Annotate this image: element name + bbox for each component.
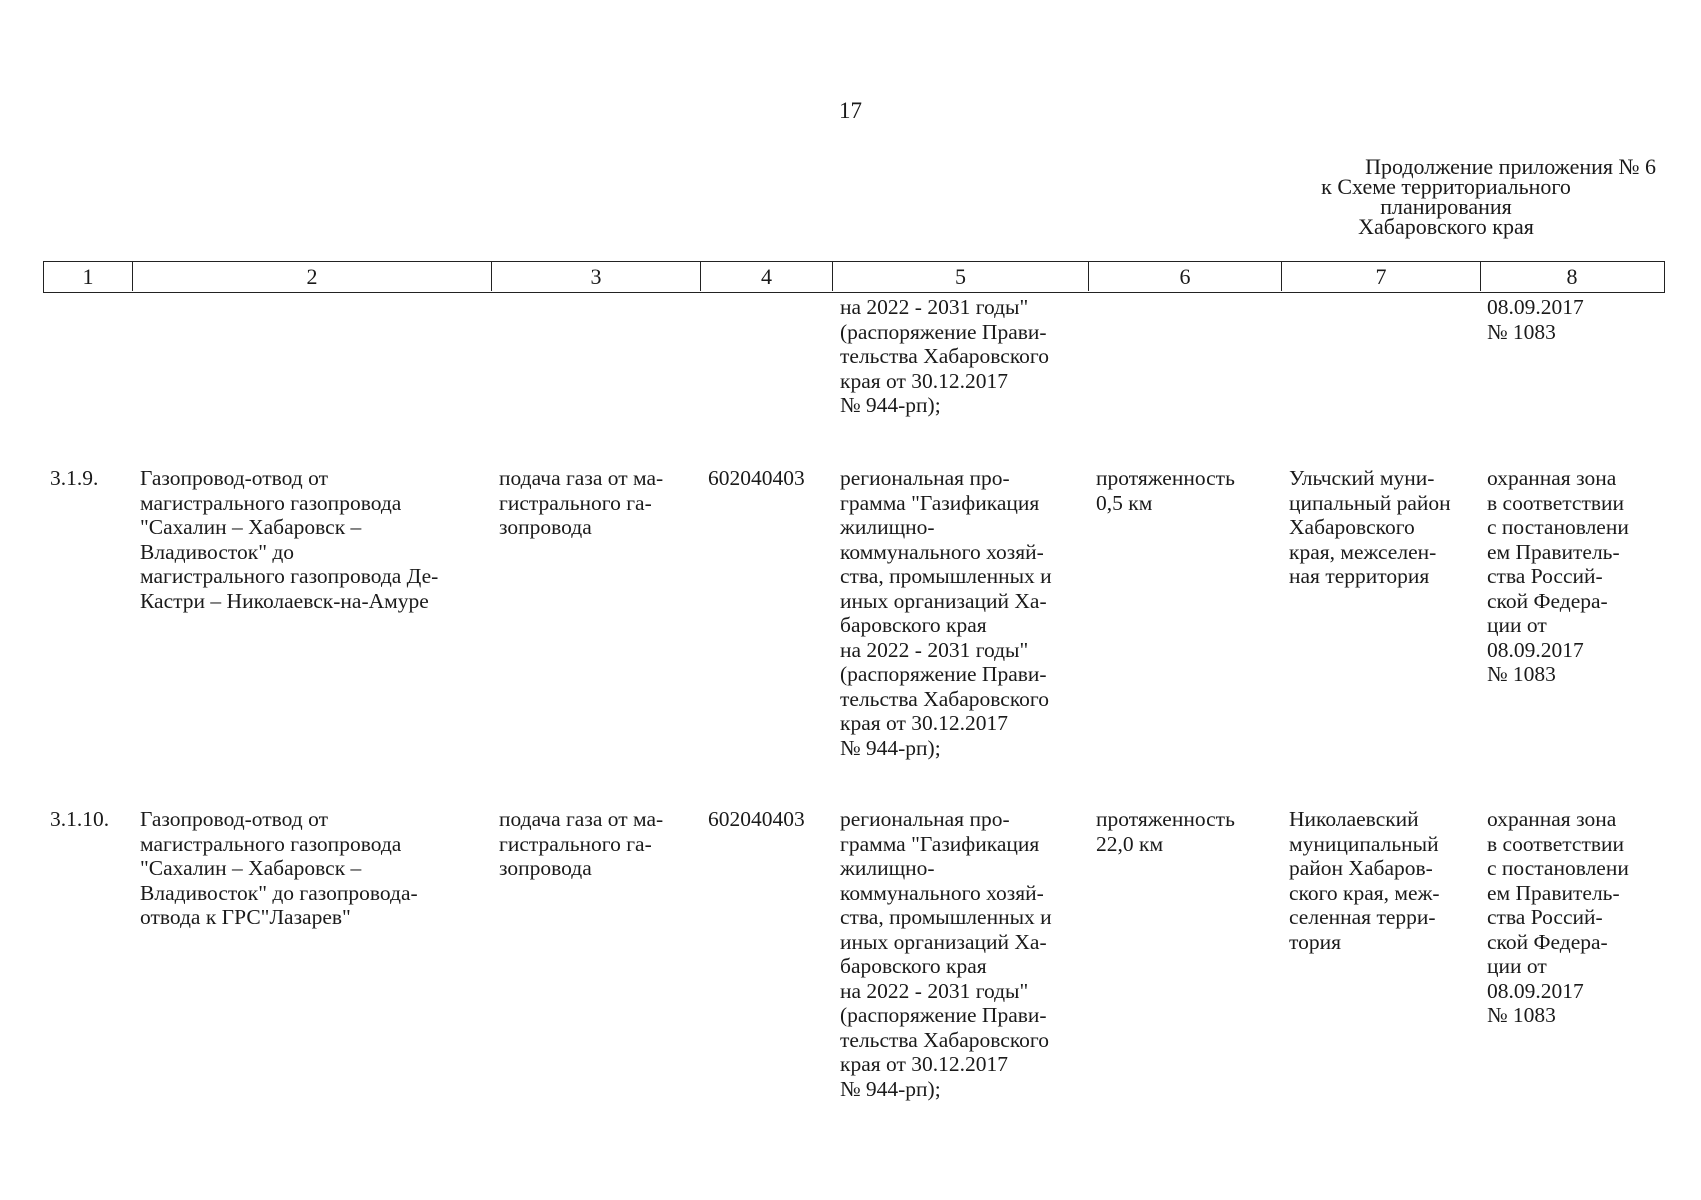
column-header-4: 4 [701, 262, 833, 291]
cell-col6: протяженность 0,5 км [1096, 466, 1235, 515]
cell-col2: Газопровод-отвод от магистрального газопровода "Сахалин – Хабаровск – Владивосток" до магистрального газопровода Де- Кастри – Николаевск-на-Амуре [140, 466, 439, 613]
cell-col5: региональная про- грамма "Газификация жилищно- коммунального хозяй- ства, промышленных и иных организаций Ха- баровского края на 2022 - 2031 годы" (распоряжение Прави- тельства Хабаровского края от 30.12.2017 № 944-рп); [840, 466, 1052, 760]
cell-col8: охранная зона в соответствии с постановлени ем Правитель- ства Россий- ской Федера- ции от 08.09.2017 № 1083 [1487, 466, 1629, 686]
cell-col8: охранная зона в соответствии с постановлени ем Правитель- ства Россий- ской Федера- ции от 08.09.2017 № 1083 [1487, 807, 1629, 1027]
column-header-1: 1 [44, 262, 133, 291]
cell-col2: Газопровод-отвод от магистрального газопровода "Сахалин – Хабаровск – Владивосток" до газопровода- отвода к ГРС"Лазарев" [140, 807, 418, 929]
appendix-line-1: Продолжение приложения № 6 [1365, 154, 1656, 179]
page-number: 17 [839, 98, 862, 123]
cell-col5: на 2022 - 2031 годы" (распоряжение Прави- тельства Хабаровского края от 30.12.2017 № 944-рп); [840, 295, 1049, 417]
cell-col5: региональная про- грамма "Газификация жилищно- коммунального хозяй- ства, промышленных и иных организаций Ха- баровского края на 2022 - 2031 годы" (распоряжение Прави- тельства Хабаровского края от 30.12.2017 № 944-рп); [840, 807, 1052, 1101]
column-header-3: 3 [492, 262, 701, 291]
cell-col7: Николаевский муниципальный район Хабаров- ского края, меж- селенная терри- тория [1289, 807, 1440, 954]
appendix-line-3: планирования [1380, 194, 1512, 219]
cell-col1: 3.1.9. [50, 466, 99, 490]
cell-col4: 602040403 [708, 807, 805, 831]
appendix-header [1236, 154, 1656, 239]
column-header-5: 5 [833, 262, 1089, 291]
cell-col3: подача газа от ма- гистрального га- зопровода [499, 807, 664, 880]
cell-col3: подача газа от ма- гистрального га- зопровода [499, 466, 664, 539]
appendix-line-2: к Схеме территориального [1321, 174, 1571, 199]
cell-col1: 3.1.10. [50, 807, 110, 831]
column-header-7: 7 [1282, 262, 1481, 291]
column-header-6: 6 [1089, 262, 1282, 291]
cell-col8: 08.09.2017 № 1083 [1487, 295, 1584, 344]
cell-col6: протяженность 22,0 км [1096, 807, 1235, 856]
cell-col7: Ульчский муни- ципальный район Хабаровского края, межселен- ная территория [1289, 466, 1451, 588]
appendix-line-4: Хабаровского края [1358, 214, 1534, 239]
cell-col4: 602040403 [708, 466, 805, 490]
table-header-row [43, 261, 1665, 293]
column-header-8: 8 [1566, 264, 1578, 289]
column-header-2: 2 [133, 262, 492, 291]
